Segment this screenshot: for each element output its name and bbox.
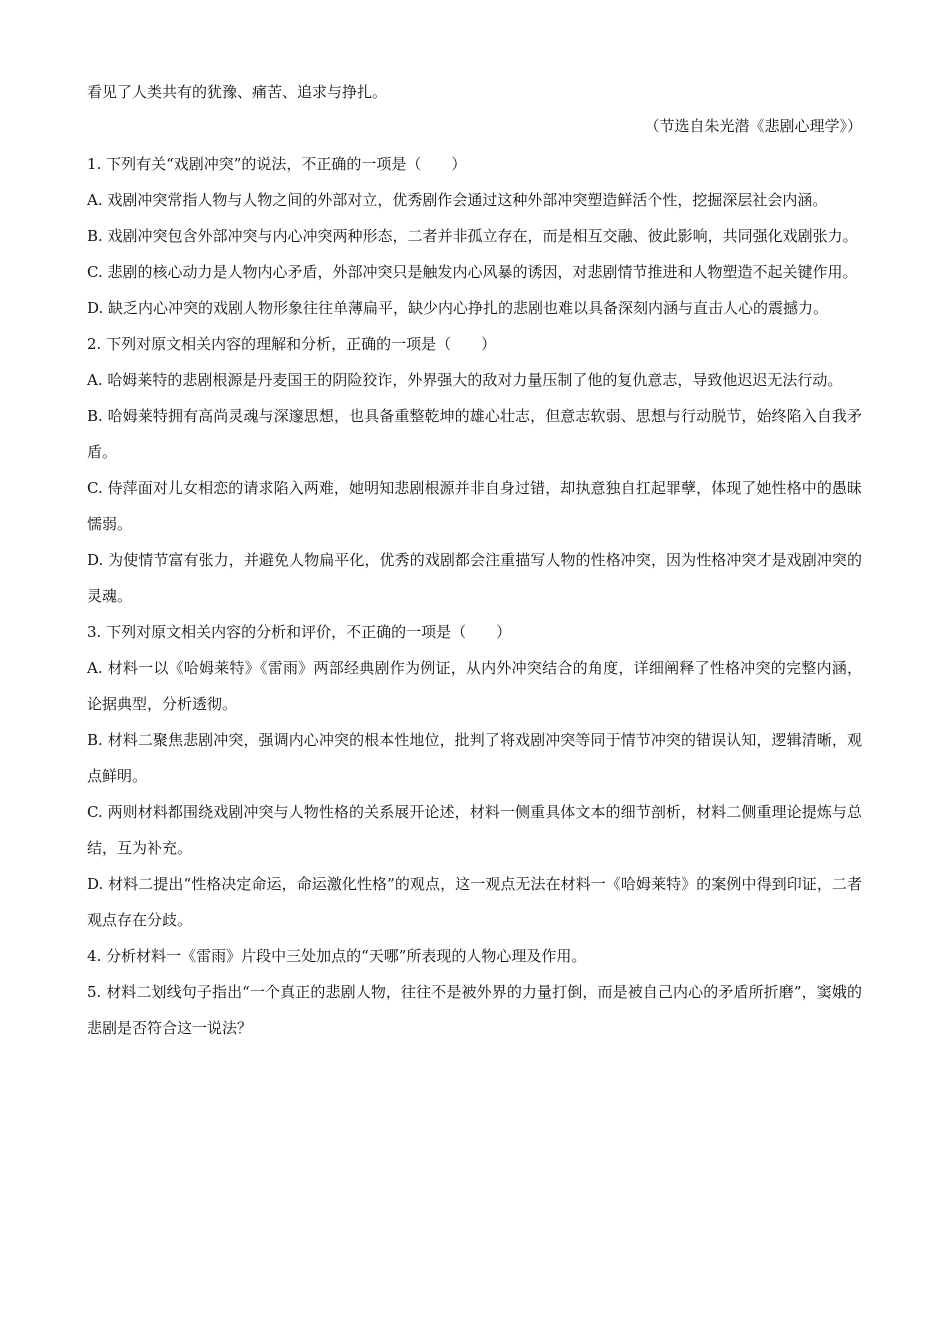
document-page (87, 78, 862, 1046)
option-d: D. 为使情节富有张力，并避免人物扁平化，优秀的戏剧都会注重描写人物的性格冲突，因为性格冲突才是戏剧冲突的灵魂。 (87, 551, 862, 605)
question-stem: 2. 下列对原文相关内容的理解和分析，正确的一项是（ ） (87, 335, 497, 353)
intro-tail-text: 看见了人类共有的犹豫、痛苦、追求与挣扎。 (87, 83, 388, 101)
option-c: C. 两则材料都围绕戏剧冲突与人物性格的关系展开论述，材料一侧重具体文本的细节剖析，材料二侧重理论提炼与总结，互为补充。 (87, 803, 862, 857)
option-b: B. 戏剧冲突包含外部冲突与内心冲突两种形态，二者并非孤立存在，而是相互交融、彼此影响，共同强化戏剧张力。 (87, 227, 858, 245)
option-c: C. 侍萍面对儿女相恋的请求陷入两难，她明知悲剧根源并非自身过错，却执意独自扛起罪孽，体现了她性格中的愚昧懦弱。 (87, 479, 862, 533)
question-2 (87, 326, 862, 614)
question-4 (87, 938, 862, 974)
option-b: B. 哈姆莱特拥有高尚灵魂与深邃思想，也具备重整乾坤的雄心壮志，但意志软弱、思想与行动脱节，始终陷入自我矛盾。 (87, 407, 862, 461)
question-5 (87, 974, 862, 1046)
option-a: A. 材料一以《哈姆莱特》《雷雨》两部经典剧作为例证，从内外冲突结合的角度，详细阐释了性格冲突的完整内涵，论据典型，分析透彻。 (87, 659, 862, 713)
question-stem: 4. 分析材料一《雷雨》片段中三处加点的“天哪”所表现的人物心理及作用。 (87, 947, 587, 965)
option-b: B. 材料二聚焦悲剧冲突，强调内心冲突的根本性地位，批判了将戏剧冲突等同于情节冲突的错误认知，逻辑清晰，观点鲜明。 (87, 731, 862, 785)
question-stem: 3. 下列对原文相关内容的分析和评价，不正确的一项是（ ） (87, 623, 512, 641)
source-citation: （节选自朱光潜《悲剧心理学》） (644, 117, 862, 135)
option-a: A. 戏剧冲突常指人物与人物之间的外部对立，优秀剧作会通过这种外部冲突塑造鲜活个性，挖掘深层社会内涵。 (87, 191, 828, 209)
option-d: D. 缺乏内心冲突的戏剧人物形象往往单薄扁平，缺少内心挣扎的悲剧也难以具备深刻内涵与直击人心的震撼力。 (87, 299, 829, 317)
question-3 (87, 614, 862, 938)
option-c: C. 悲剧的核心动力是人物内心矛盾，外部冲突只是触发内心风暴的诱因，对悲剧情节推进和人物塑造不起关键作用。 (87, 263, 858, 281)
question-stem: 1. 下列有关“戏剧冲突”的说法，不正确的一项是（ ） (87, 155, 467, 173)
question-1 (87, 146, 862, 326)
option-a: A. 哈姆莱特的悲剧根源是丹麦国王的阴险狡诈，外界强大的敌对力量压制了他的复仇意志，导致他迟迟无法行动。 (87, 371, 843, 389)
option-d: D. 材料二提出“性格决定命运，命运激化性格”的观点，这一观点无法在材料一《哈姆莱特》的案例中得到印证，二者观点存在分歧。 (87, 875, 862, 929)
question-stem: 5. 材料二划线句子指出“一个真正的悲剧人物，往往不是被外界的力量打倒，而是被自己内心的矛盾所折磨”，窦娥的悲剧是否符合这一说法？ (87, 983, 862, 1037)
